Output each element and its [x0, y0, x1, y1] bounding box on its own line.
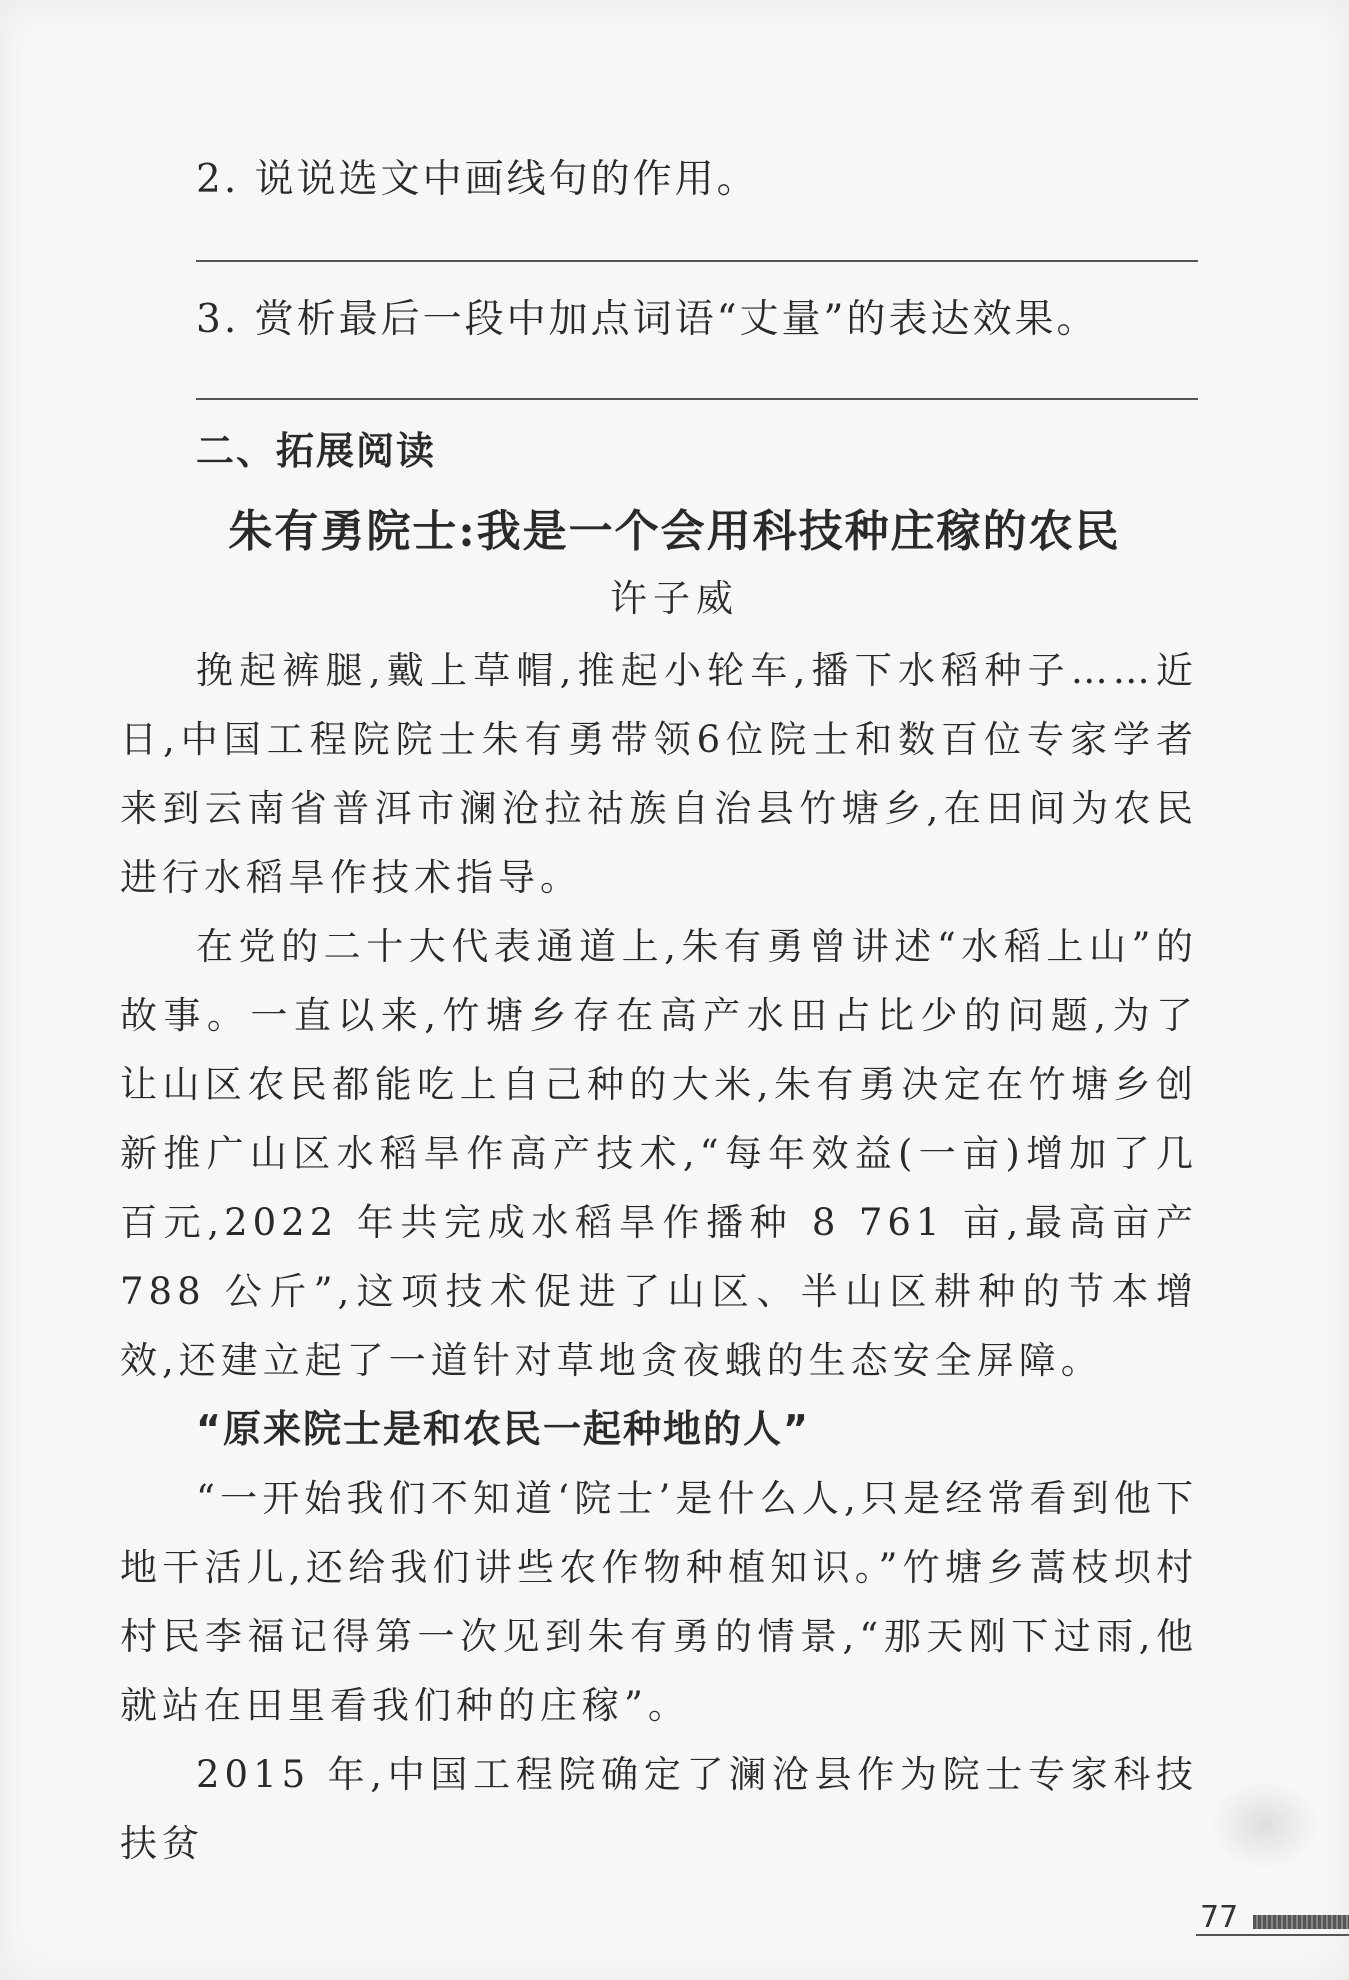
article-title: 朱有勇院士:我是一个会用科技种庄稼的农民 — [228, 506, 1121, 557]
article-author: 许子威 — [610, 577, 739, 620]
paragraph: 挽起裤腿,戴上草帽,推起小轮车,播下水稻种子……近日,中国工程院院士朱有勇带领6位院士和数百位专家学者来到云南省普洱市澜沧拉祜族自治县竹塘乡,在田间为农民进行水稻旱作技术指导。 — [120, 649, 1198, 899]
section-title: 二、拓展阅读 — [196, 429, 437, 473]
article-subheading: “原来院士是和农民一起种地的人” — [196, 1407, 810, 1451]
question-2: 2. 说说选文中画线句的作用。 — [196, 157, 759, 202]
page-number-bar — [1253, 1915, 1349, 1929]
page-number-rule — [1196, 1934, 1349, 1936]
answer-line-3 — [196, 398, 1198, 400]
paragraph: “一开始我们不知道‘院士’是什么人,只是经常看到他下地干活儿,还给我们讲些农作物种植知识。”竹塘乡蒿枝坝村村民李福记得第一次见到朱有勇的情景,“那天刚下过雨,他就站在田里看我们种的庄稼”。 — [120, 1477, 1198, 1727]
paragraph: 2015 年,中国工程院确定了澜沧县作为院士专家科技扶贫 — [120, 1753, 1198, 1865]
page-smudge — [1210, 1780, 1320, 1870]
answer-line-2 — [196, 260, 1198, 262]
question-3: 3. 赏析最后一段中加点词语“丈量”的表达效果。 — [196, 297, 1099, 342]
article-body — [120, 636, 1198, 1878]
paragraph: 在党的二十大代表通道上,朱有勇曾讲述“水稻上山”的故事。一直以来,竹塘乡存在高产水田占比少的问题,为了让山区农民都能吃上自己种的大米,朱有勇决定在竹塘乡创新推广山区水稻旱作高产技术,“每年效益(一亩)增加了几百元,2022 年共完成水稻旱作播种 8 761 亩,最高亩产 788 公斤”,这项技术促进了山区、半山区耕种的节本增效,还建立起了一道针对草地贪夜蛾的生态安全屏障。 — [120, 925, 1198, 1382]
page-number: 77 — [1200, 1900, 1239, 1935]
